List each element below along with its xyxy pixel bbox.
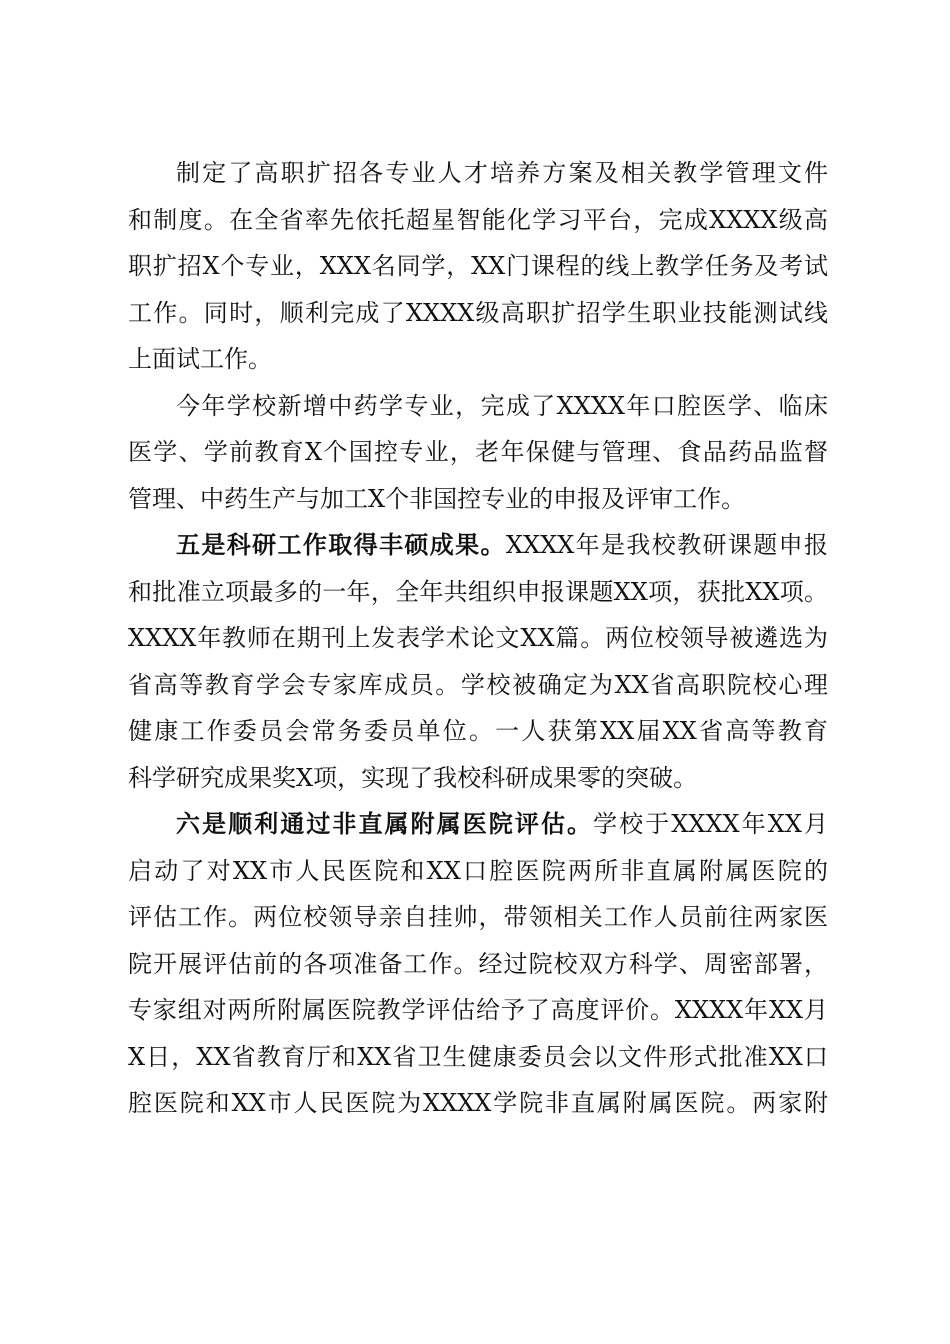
text-line: 专家组对两所附属医院教学评估给予了高度评价。XXXX年XX月 — [128, 996, 828, 1024]
text-line — [128, 522, 828, 569]
heading-continuation: 学校于XXXX年XX月 — [593, 810, 828, 838]
document-body — [128, 150, 828, 1127]
text-line: 腔医院和XX市人民医院为XXXX学院非直属附属医院。两家附 — [128, 1089, 828, 1117]
text-line: 制定了高职扩招各专业人才培养方案及相关教学管理文件 — [176, 159, 828, 187]
paragraph-4 — [128, 801, 828, 1127]
text-line: 管理、中药生产与加工X个非国控专业的申报及评审工作。 — [128, 484, 746, 513]
section-heading: 五是科研工作取得丰硕成果。 — [176, 530, 506, 559]
section-heading: 六是顺利通过非直属附属医院评估。 — [176, 809, 594, 838]
text-line: X日，XX省教育厅和XX省卫生健康委员会以文件形式批准XX口 — [128, 1042, 828, 1071]
heading-continuation: XXXX年是我校教研课题申报 — [505, 531, 828, 559]
text-line: 工作。同时，顺利完成了XXXX级高职扩招学生职业技能测试线 — [128, 298, 828, 327]
text-line: 职扩招X个专业，XXX名同学，XX门课程的线上教学任务及考试 — [128, 252, 828, 280]
text-line: 省高等教育学会专家库成员。学校被确定为XX省高职院校心理 — [128, 670, 828, 699]
text-line: 评估工作。两位校领导亲自挂帅，带领相关工作人员前往两家医 — [128, 903, 828, 931]
text-line: 健康工作委员会常务委员单位。一人获第XX届XX省高等教育 — [128, 717, 828, 745]
text-line: 今年学校新增中药学专业，完成了XXXX年口腔医学、临床 — [176, 391, 828, 420]
text-line: 和批准立项最多的一年，全年共组织申报课题XX项，获批XX项。 — [128, 577, 828, 606]
paragraph-3 — [128, 522, 828, 801]
paragraph-2 — [128, 383, 828, 523]
text-line: 上面试工作。 — [128, 345, 272, 373]
paragraph-1 — [128, 150, 828, 383]
text-line: 医学、学前教育X个国控专业，老年保健与管理、食品药品监督 — [128, 438, 828, 466]
text-line: XXXX年教师在期刊上发表学术论文XX篇。两位校领导被遴选为 — [128, 624, 828, 652]
text-line: 科学研究成果奖X项，实现了我校科研成果零的突破。 — [128, 763, 698, 792]
text-line — [128, 801, 828, 848]
text-line: 启动了对XX市人民医院和XX口腔医院两所非直属附属医院的 — [128, 856, 828, 885]
text-line: 院开展评估前的各项准备工作。经过院校双方科学、周密部署， — [128, 949, 828, 978]
text-line: 和制度。在全省率先依托超星智能化学习平台，完成XXXX级高 — [128, 205, 828, 234]
